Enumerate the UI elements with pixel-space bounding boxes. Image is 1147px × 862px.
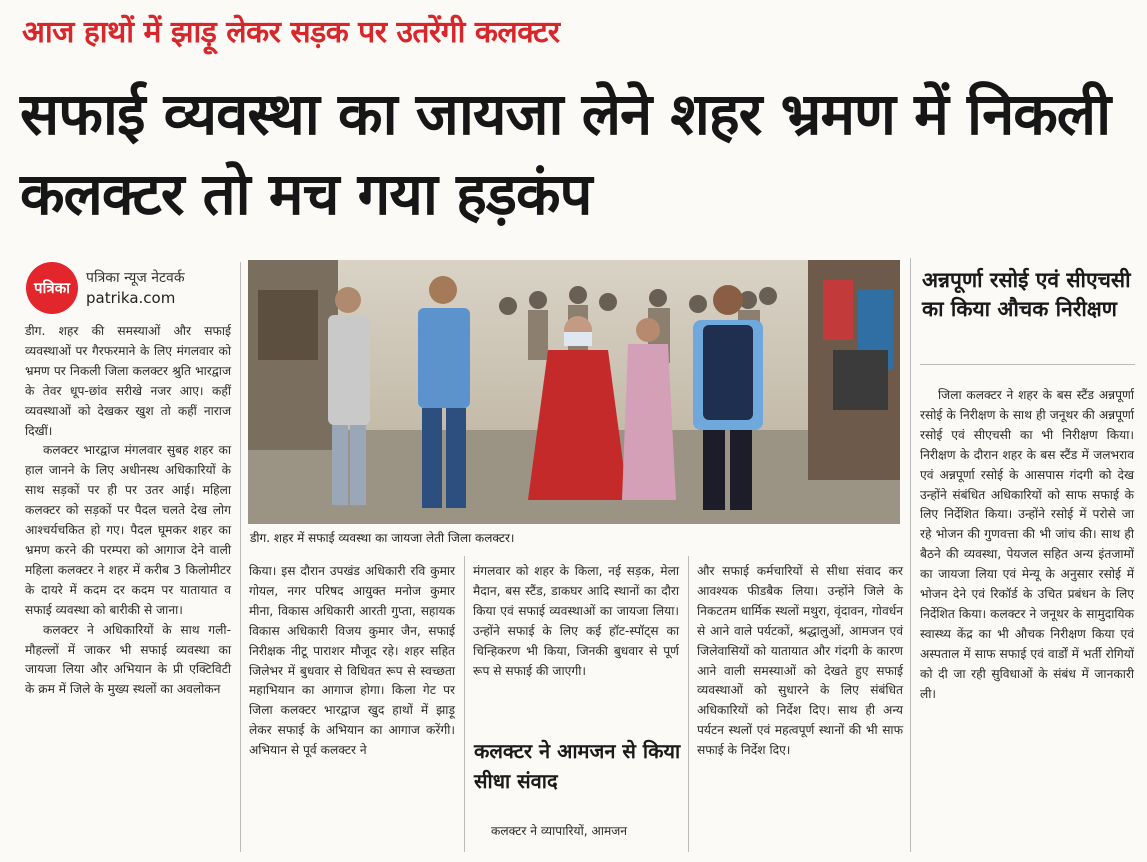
main-headline: सफाई व्यवस्था का जायजा लेने शहर भ्रमण में निकली कलक्टर तो मच गया हड़कंप — [20, 80, 1111, 228]
byline — [86, 268, 185, 308]
column-4 — [697, 562, 903, 761]
subheadline: कलक्टर ने आमजन से किया सीधा संवाद — [474, 739, 681, 793]
paragraph: कलक्टर ने अधिकारियों के साथ गली-मौहल्लों में जाकर भी सफाई व्यवस्था का जायजा लिया और अभियान के प्री एक्टिविटी के क्रम में जिले के मुख्य स्थलों का अवलोकन — [25, 622, 231, 697]
paragraph: और सफाई कर्मचारियों से सीधा संवाद कर आवश्यक फीडबैक लिया। उन्होंने जिले के निकटतम धार्मिक स्थलों मथुरा, वृंदावन, गोवर्धन से आने वाले पर्यटकों, श्रद्धालुओं, आमजन एवं जिलेवासियों को यातायात और गंदगी के कारण आने वाली समस्याओं को देखते हुए सफाई व्यवस्थाओं को सुधारने के लिए संबंधित अधिकारियों को निर्देश दिए। साथ ही अन्य पर्यटन स्थलों एवं महत्वपूर्ण स्थानों की भी साफ सफाई के निर्देश दिए। — [697, 564, 903, 758]
paragraph: डीग. शहर की समस्याओं और सफाई व्यवस्थाओं पर गैरफरमाने के लिए मंगलवार को भ्रमण पर निकली जिला कलक्टर श्रुति भारद्वाज के तेवर धूप-छांव सरीखे नजर आए। कहीं व्यवस्थाओं को देखकर खुश तो कहीं नाराज दिखीं। — [25, 324, 231, 438]
column-divider — [464, 556, 465, 852]
agency-name: पत्रिका न्यूज नेटवर्क — [86, 270, 185, 286]
column-3 — [473, 562, 679, 681]
patrika-logo — [26, 262, 78, 314]
column-divider — [240, 262, 241, 852]
street-scene-illustration — [248, 260, 900, 524]
paragraph: कलक्टर भारद्वाज मंगलवार सुबह शहर का हाल जानने के लिए अधीनस्थ अधिकारियों के साथ सड़कों पर ही पर उतर आई। महिला कलक्टर को सड़कों पर पैदल चलते देख लोग आश्चर्यचकित हो गए। पैदल घूमकर शहर का भ्रमण करने की परम्परा को आगाज देने वाली महिला कलक्टर ने शहर में करीब 3 किलोमीटर के दायरे में कदम दर कदम पर यातायात व सफाई व्यवस्था को बारीकी से जाना। — [25, 443, 231, 617]
photo-caption: डीग. शहर में सफाई व्यवस्था का जायजा लेती जिला कलक्टर। — [250, 531, 515, 545]
side-headline: अन्नपूर्णा रसोई एवं सीएचसी का किया औचक निरीक्षण — [922, 268, 1131, 321]
kicker-headline: आज हाथों में झाड़ू लेकर सड़क पर उतरेंगी कलक्टर — [22, 15, 560, 50]
news-photo — [248, 260, 900, 524]
column-2 — [249, 562, 455, 761]
column-divider — [688, 556, 689, 852]
side-divider — [920, 364, 1135, 365]
column-divider — [910, 258, 911, 852]
paragraph: कलक्टर ने व्यापारियों, आमजन — [491, 824, 628, 838]
paragraph: किया। इस दौरान उपखंड अधिकारी रवि कुमार गोयल, नगर परिषद आयुक्त मनोज कुमार मीना, विकास अधिकारी आरती गुप्ता, सहायक विकास अधिकारी विजय कुमार जैन, सफाई निरीक्षक नीटू पाराशर मौजूद रहे। शहर सहित जिलेभर में बुधवार से विधिवत रूप से स्वच्छता महाभियान का आगाज होगा। किला गेट पर जिला कलक्टर भारद्वाज खुद हाथों में झाड़ू लेकर सफाई के अभियान का आगाज करेंगी। अभियान से पूर्व कलक्टर ने — [249, 564, 455, 758]
paragraph: मंगलवार को शहर के किला, नई सड़क, मेला मैदान, बस स्टैंड, डाकघर आदि स्थानों का दौरा किया एवं सफाई व्यवस्थाओं का जायजा लिया। उन्होंने सफाई के लिए कई हॉट-स्पॉट्स का चिन्हिकरण भी किया, जिनकी बुधवार से पूर्ण रूप से सफाई की जाएगी। — [473, 564, 679, 678]
paragraph: जिला कलक्टर ने शहर के बस स्टैंड अन्नपूर्णा रसोई के निरीक्षण के साथ ही जनूथर की अन्नपूर्णा रसोई एवं सीएचसी का भी निरीक्षण किया। निरीक्षण के दौरान शहर के बस स्टैंड में जलभराव एवं अन्नपूर्णा रसोई के आसपास गंदगी को देख उन्होंने संबंधित अधिकारियों को साफ सफाई के लिए निर्देशित किया। उन्होंने रसोई में परोसे जा रहे भोजन की गुणवत्ता की भी जांच की। साथ ही बैठने की व्यवस्था, पेयजल सहित अन्य इंतजामों का जायजा लिया एवं मेन्यू के अनुसार रसोई में भोजन देने एवं रिकॉर्ड के उचित प्रबंधन के लिए निर्देशित किया। कलक्टर ने जनूथर के सामुदायिक स्वास्थ्य केंद्र का भी औचक निरीक्षण किया एवं अस्पताल में साफ सफाई एवं वार्डों में भर्ती रोगियों को दी जा रही सुविधाओं के संबंध में जानकारी ली। — [920, 388, 1134, 701]
column-1 — [25, 322, 231, 700]
column-3-continued — [473, 822, 679, 842]
site-link[interactable]: patrika.com — [86, 289, 176, 307]
logo-text: पत्रिका — [33, 279, 71, 297]
side-column — [920, 386, 1134, 705]
